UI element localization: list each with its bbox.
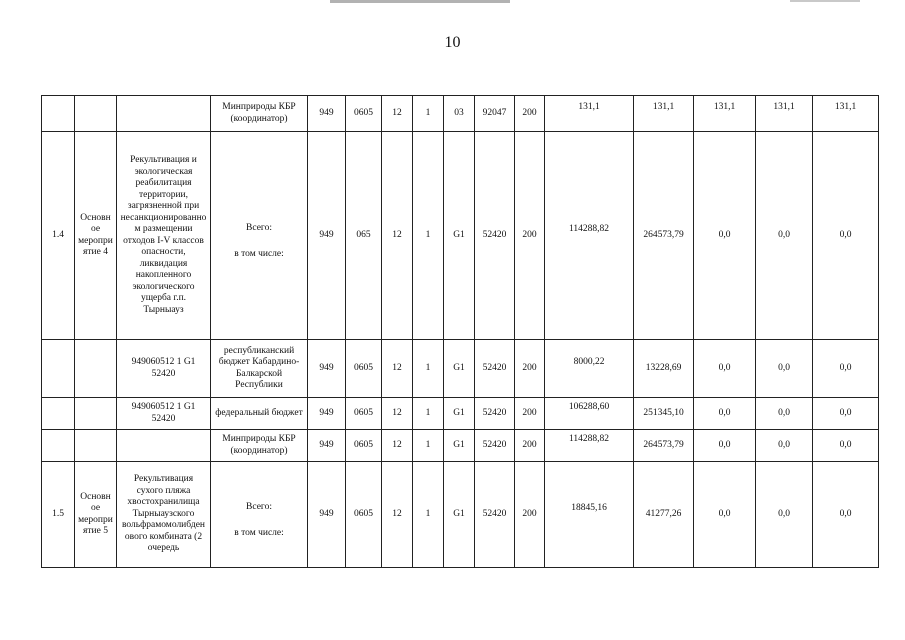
value-cell: 13228,69 bbox=[634, 340, 694, 398]
value-cell bbox=[545, 462, 634, 568]
code-cell: G1 bbox=[444, 462, 475, 568]
scan-artifact bbox=[790, 0, 860, 2]
name-cell: Рекультивация и экологическая реабилитация территории, загрязненной при несанкционированном размещении отходов I-V классов опасности, ликвидация накопленного экологического ущерба г.п. Тырныауз bbox=[117, 132, 211, 340]
value-cell: 0,0 bbox=[756, 340, 813, 398]
value-cell: 0,0 bbox=[694, 430, 756, 462]
event-cell bbox=[75, 430, 117, 462]
value-text: 8000,22 bbox=[573, 356, 605, 367]
code-cell: G1 bbox=[444, 430, 475, 462]
code-cell: 1 bbox=[413, 398, 444, 430]
code-cell: 12 bbox=[382, 340, 413, 398]
code-cell: 1 bbox=[413, 132, 444, 340]
rzpr-cell: 0605 bbox=[346, 398, 382, 430]
source-total-label: Всего: bbox=[246, 502, 272, 512]
code-cell: 03 bbox=[444, 96, 475, 132]
code-cell: 52420 bbox=[475, 462, 515, 568]
row-number-cell bbox=[42, 398, 75, 430]
value-cell bbox=[545, 96, 634, 132]
value-cell: 0,0 bbox=[756, 398, 813, 430]
source-cell bbox=[211, 132, 308, 340]
value-cell: 0,0 bbox=[813, 430, 879, 462]
row-number-cell: 1.5 bbox=[42, 462, 75, 568]
vr-cell: 200 bbox=[515, 340, 545, 398]
table-row bbox=[42, 430, 879, 462]
rzpr-cell: 0605 bbox=[346, 462, 382, 568]
value-text: 106288,60 bbox=[568, 401, 610, 412]
grbs-cell: 949 bbox=[308, 462, 346, 568]
row-number-cell bbox=[42, 430, 75, 462]
row-number-cell: 1.4 bbox=[42, 132, 75, 340]
value-text: 114288,82 bbox=[568, 223, 610, 234]
source-cell: Минприроды КБР (координатор) bbox=[211, 96, 308, 132]
value-cell bbox=[545, 430, 634, 462]
value-cell: 0,0 bbox=[694, 132, 756, 340]
event-cell: Основное мероприятие 5 bbox=[75, 462, 117, 568]
vr-cell: 200 bbox=[515, 462, 545, 568]
value-cell: 264573,79 bbox=[634, 132, 694, 340]
event-cell bbox=[75, 340, 117, 398]
value-cell bbox=[545, 398, 634, 430]
code-cell: 52420 bbox=[475, 340, 515, 398]
code-cell: 12 bbox=[382, 430, 413, 462]
code-cell: 12 bbox=[382, 132, 413, 340]
value-cell: 0,0 bbox=[756, 430, 813, 462]
code-cell: 12 bbox=[382, 398, 413, 430]
value-cell: 0,0 bbox=[694, 462, 756, 568]
source-cell: Минприроды КБР (координатор) bbox=[211, 430, 308, 462]
value-cell: 0,0 bbox=[756, 132, 813, 340]
value-text: 18845,16 bbox=[571, 502, 607, 513]
budget-table bbox=[41, 95, 879, 568]
page-number: 10 bbox=[444, 34, 461, 51]
code-cell: 12 bbox=[382, 462, 413, 568]
value-text: 114288,82 bbox=[568, 433, 610, 444]
value-cell bbox=[545, 132, 634, 340]
code-cell: 1 bbox=[413, 430, 444, 462]
value-cell: 251345,10 bbox=[634, 398, 694, 430]
scan-artifact bbox=[330, 0, 510, 3]
code-cell: 1 bbox=[413, 462, 444, 568]
code-cell: 52420 bbox=[475, 398, 515, 430]
vr-cell: 200 bbox=[515, 398, 545, 430]
code-cell: 52420 bbox=[475, 430, 515, 462]
code-cell: 12 bbox=[382, 96, 413, 132]
code-cell: G1 bbox=[444, 132, 475, 340]
rzpr-cell: 0605 bbox=[346, 430, 382, 462]
grbs-cell: 949 bbox=[308, 340, 346, 398]
event-cell bbox=[75, 96, 117, 132]
grbs-cell: 949 bbox=[308, 430, 346, 462]
name-cell: 949060512 1 G1 52420 bbox=[117, 398, 211, 430]
name-cell bbox=[117, 96, 211, 132]
code-cell: 92047 bbox=[475, 96, 515, 132]
value-text: 131,1 bbox=[578, 101, 600, 112]
name-cell: 949060512 1 G1 52420 bbox=[117, 340, 211, 398]
rzpr-cell: 0605 bbox=[346, 96, 382, 132]
source-including-label: в том числе: bbox=[234, 248, 284, 259]
table-row bbox=[42, 462, 879, 568]
event-cell bbox=[75, 398, 117, 430]
value-cell: 0,0 bbox=[813, 398, 879, 430]
name-cell bbox=[117, 430, 211, 462]
grbs-cell: 949 bbox=[308, 132, 346, 340]
source-total-label: Всего: bbox=[246, 223, 272, 233]
value-text: 131,1 bbox=[834, 101, 857, 112]
value-cell: 0,0 bbox=[813, 132, 879, 340]
event-cell: Основное мероприятие 4 bbox=[75, 132, 117, 340]
vr-cell: 200 bbox=[515, 430, 545, 462]
value-cell: 41277,26 bbox=[634, 462, 694, 568]
value-cell: 0,0 bbox=[813, 462, 879, 568]
source-including-label: в том числе: bbox=[234, 527, 284, 538]
value-text: 131,1 bbox=[713, 101, 736, 112]
code-cell: 1 bbox=[413, 96, 444, 132]
grbs-cell: 949 bbox=[308, 398, 346, 430]
name-cell: Рекультивация сухого пляжа хвостохранилища Тырныаузского вольфрамомолибденового комбината (2 очередь bbox=[117, 462, 211, 568]
value-cell: 0,0 bbox=[813, 340, 879, 398]
table-row bbox=[42, 96, 879, 132]
row-number-cell bbox=[42, 96, 75, 132]
code-cell: 1 bbox=[413, 340, 444, 398]
value-cell: 0,0 bbox=[694, 340, 756, 398]
value-text: 131,1 bbox=[652, 101, 675, 112]
grbs-cell: 949 bbox=[308, 96, 346, 132]
table-row bbox=[42, 340, 879, 398]
row-number-cell bbox=[42, 340, 75, 398]
code-cell: G1 bbox=[444, 398, 475, 430]
value-cell: 264573,79 bbox=[634, 430, 694, 462]
rzpr-cell: 0605 bbox=[346, 340, 382, 398]
table-row bbox=[42, 398, 879, 430]
value-cell bbox=[813, 96, 879, 132]
source-cell: республиканский бюджет Кабардино-Балкарской Республики bbox=[211, 340, 308, 398]
code-cell: 52420 bbox=[475, 132, 515, 340]
value-cell: 0,0 bbox=[756, 462, 813, 568]
vr-cell: 200 bbox=[515, 132, 545, 340]
vr-cell: 200 bbox=[515, 96, 545, 132]
value-text: 131,1 bbox=[773, 101, 795, 112]
source-cell: федеральный бюджет bbox=[211, 398, 308, 430]
code-cell: G1 bbox=[444, 340, 475, 398]
source-cell bbox=[211, 462, 308, 568]
value-cell bbox=[756, 96, 813, 132]
table-row bbox=[42, 132, 879, 340]
value-cell: 0,0 bbox=[694, 398, 756, 430]
value-cell bbox=[545, 340, 634, 398]
rzpr-cell: 065 bbox=[346, 132, 382, 340]
value-cell bbox=[634, 96, 694, 132]
value-cell bbox=[694, 96, 756, 132]
